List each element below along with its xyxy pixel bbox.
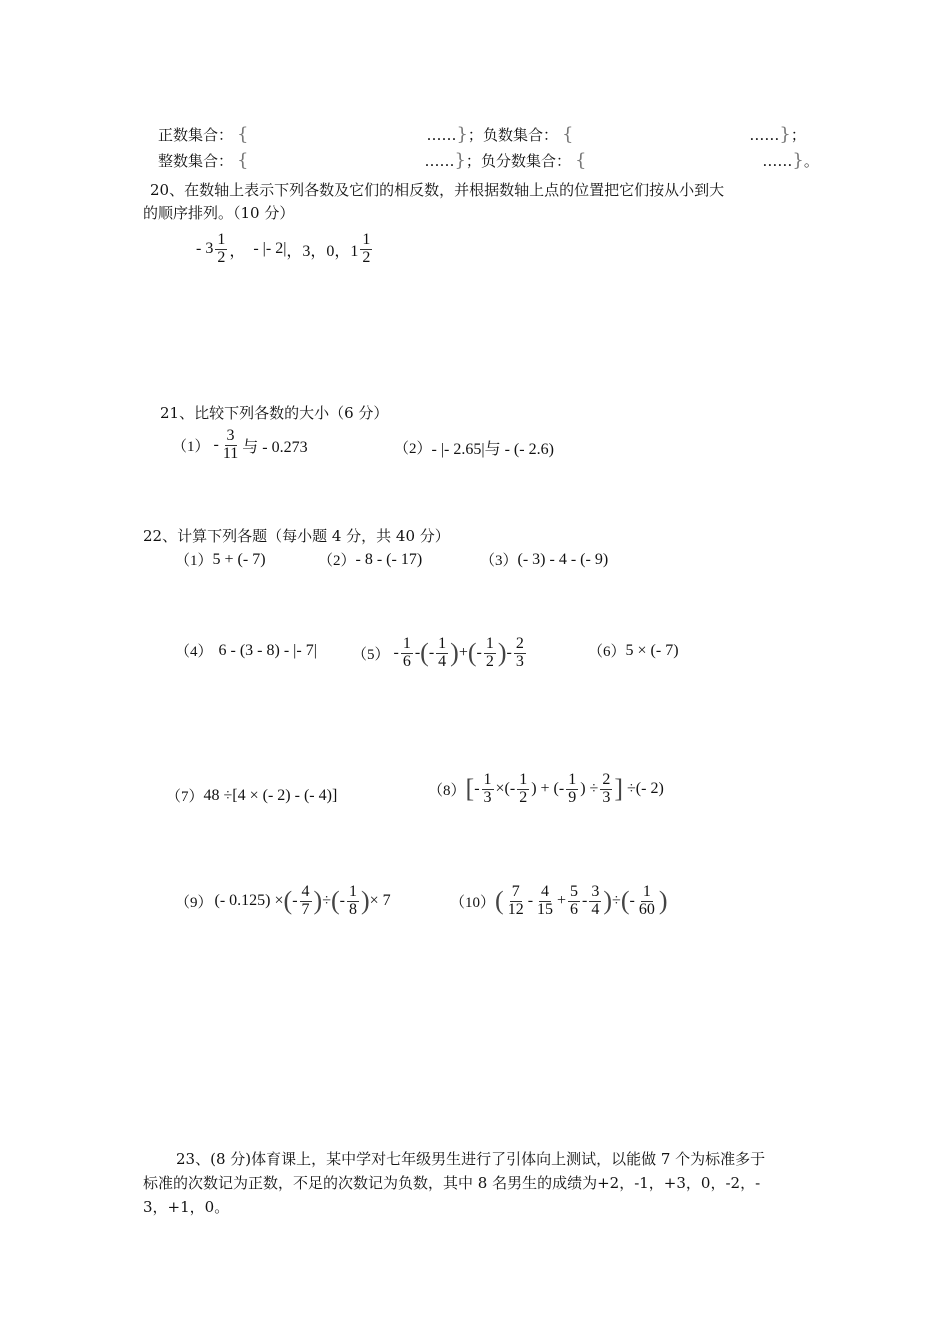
numerator: 2: [602, 771, 611, 788]
expression: 6 - (3 - 8) - |- 7|: [218, 641, 317, 659]
label: （4）: [175, 644, 213, 660]
right-paren: ): [450, 638, 459, 668]
label: （10）: [450, 894, 496, 911]
numerator: 1: [568, 771, 577, 788]
right-brace: }: [779, 124, 791, 145]
positive-set-line: [158, 124, 806, 145]
numerator: 7: [511, 883, 520, 900]
left-paren: (: [420, 638, 429, 668]
denominator: 11: [222, 444, 239, 462]
ellipsis: …: [441, 125, 457, 144]
operator: ) + (-: [531, 780, 565, 798]
q20-num-a-whole: - 3: [196, 240, 214, 258]
label: （5）: [352, 646, 390, 663]
numerator: 1: [348, 883, 357, 900]
numerator: 4: [541, 883, 550, 900]
numerator: 1: [362, 231, 371, 248]
denominator: 3: [483, 788, 492, 806]
left-brace: {: [574, 150, 587, 171]
numerator: 3: [591, 883, 600, 900]
ellipsis: …: [764, 125, 780, 144]
minus-sign: -: [428, 644, 435, 662]
divide-sign: ÷: [612, 892, 621, 910]
q22-p2: [318, 549, 422, 570]
fraction: [436, 636, 448, 671]
operator: -: [474, 780, 480, 798]
left-paren: (: [620, 886, 630, 916]
q22-title: 22、计算下列各题（每小题 4 分，共 40 分）: [143, 527, 450, 545]
numerator: 4: [301, 883, 310, 900]
ellipsis: …: [439, 151, 455, 170]
numerator: 1: [402, 635, 411, 652]
fraction: [482, 772, 494, 807]
ellipsis: …: [762, 151, 778, 170]
ellipsis: …: [749, 125, 765, 144]
expression-head: (- 0.125) ×: [214, 892, 284, 910]
plus-sign: +: [458, 644, 468, 662]
expression: 48 ÷[4 × (- 2) - (- 4)]: [203, 786, 338, 804]
denominator: 9: [568, 788, 577, 806]
expression: (- 3) - 4 - (- 9): [517, 550, 609, 568]
expression-tail: ÷(- 2): [627, 780, 664, 798]
operator: ) ÷: [580, 780, 599, 798]
q22-p4: [175, 640, 317, 661]
fraction: [600, 772, 612, 807]
left-bracket: [: [465, 774, 475, 804]
fraction: [517, 772, 529, 807]
q22-p5: [352, 636, 528, 671]
positive-set-label: 正数集合：: [158, 126, 234, 144]
fraction: [347, 884, 359, 919]
minus-sign: -: [414, 644, 421, 662]
separator: ，: [229, 242, 246, 260]
right-bracket: ]: [614, 774, 623, 804]
q22-p3: [480, 549, 608, 570]
numerator: 1: [483, 771, 492, 788]
q22-p10: [450, 884, 668, 919]
minus-sign: -: [292, 892, 298, 910]
left-brace: {: [561, 124, 574, 145]
denominator: 3: [602, 788, 611, 806]
denominator: 2: [362, 248, 371, 266]
denominator: 6: [570, 900, 579, 918]
q20-frac-a: [215, 232, 227, 267]
expression: - 8 - (- 17): [355, 550, 423, 568]
numerator: 1: [642, 883, 651, 900]
denominator: 4: [591, 900, 600, 918]
minus-sign: -: [506, 644, 512, 662]
denominator: 15: [537, 900, 554, 918]
fraction: [589, 884, 601, 919]
numerator: 1: [438, 635, 447, 652]
denominator: 2: [485, 652, 494, 670]
denominator: 60: [638, 900, 655, 918]
right-paren: ): [313, 886, 323, 916]
minus-sign: -: [339, 892, 345, 910]
period: 。: [803, 152, 819, 170]
q21-part2: [394, 436, 554, 459]
expression: 5 × (- 7): [625, 641, 679, 659]
fraction: [514, 636, 526, 671]
fraction: [637, 884, 657, 919]
right-brace: }: [792, 150, 804, 171]
integer-set-line: [158, 150, 819, 171]
minus-sign: -: [582, 892, 588, 910]
expression: 5 + (- 7): [212, 550, 266, 568]
minus-sign: -: [213, 436, 219, 454]
fraction: [535, 884, 555, 919]
numerator: 1: [519, 771, 528, 788]
negative-set-label: 负数集合：: [482, 126, 558, 144]
minus-sign: -: [476, 644, 482, 662]
numerator: 3: [226, 427, 235, 444]
ellipsis: …: [777, 151, 793, 170]
q23-line2: 标准的次数记为正数，不足的次数记为负数，其中 8 名男生的成绩为+2，-1，+3，0，-2，-: [143, 1174, 761, 1192]
fraction: [568, 884, 580, 919]
left-paren: (: [467, 638, 477, 668]
denominator: 7: [301, 900, 310, 918]
left-paren: (: [330, 886, 340, 916]
denominator: 4: [438, 652, 447, 670]
ellipsis: …: [426, 125, 442, 144]
q22-p1: [175, 549, 266, 570]
q21-part2-label: （2）: [394, 441, 432, 457]
q20-text-line1: 20、在数轴上表示下列各数及它们的相反数，并根据数轴上点的位置把它们按从小到大: [150, 181, 725, 199]
label: （2）: [318, 553, 356, 569]
denominator: 12: [507, 900, 524, 918]
separator: ；: [790, 126, 806, 144]
q20-frac-e: [360, 232, 372, 267]
q21-part1-label: （1）: [172, 438, 210, 455]
label: （1）: [175, 553, 213, 569]
right-paren: ): [658, 886, 668, 916]
q20-num-b: - |- 2|: [253, 240, 287, 258]
q23-line1: 23、(8 分)体育课上，某中学对七年级男生进行了引体向上测试，以能做 7 个为标准多于: [176, 1150, 766, 1168]
numerator: 1: [485, 635, 494, 652]
numerator: 5: [570, 883, 579, 900]
q21-part1-rest: 与 - 0.273: [242, 438, 308, 456]
q21-part1: [172, 428, 308, 463]
fraction: [484, 636, 496, 671]
separator: ；: [467, 126, 483, 144]
label: （3）: [480, 553, 518, 569]
q20-num-rest: ，3，0，1: [286, 242, 359, 260]
label: （6）: [588, 644, 626, 660]
left-paren: (: [495, 886, 504, 916]
q20-numbers: [196, 232, 374, 267]
q22-p7: [166, 785, 337, 806]
label: （7）: [166, 789, 204, 805]
numerator: 1: [217, 231, 226, 248]
right-paren: ): [360, 886, 370, 916]
denominator: 8: [348, 900, 357, 918]
fraction: [506, 884, 526, 919]
divide-sign: ÷: [322, 892, 331, 910]
integer-set-label: 整数集合：: [158, 152, 234, 170]
q22-p6: [588, 640, 679, 661]
fraction: [566, 772, 578, 807]
expression-tail: × 7: [369, 892, 391, 910]
denominator: 2: [217, 248, 226, 266]
label: （9）: [175, 894, 213, 911]
denominator: 3: [515, 652, 524, 670]
fraction: [401, 636, 413, 671]
label: （8）: [428, 782, 466, 799]
q21-frac: [221, 428, 240, 463]
operator: ×(-: [495, 780, 516, 798]
plus-sign: +: [557, 892, 567, 910]
minus-sign: -: [393, 644, 399, 662]
right-brace: }: [456, 124, 468, 145]
left-brace: {: [237, 150, 249, 171]
q22-p9: [175, 884, 391, 919]
q21-part2-expr: - |- 2.65|与 - (- 2.6): [431, 441, 554, 458]
left-paren: (: [283, 886, 293, 916]
left-brace: {: [237, 124, 249, 145]
denominator: 2: [519, 788, 528, 806]
minus-sign: -: [527, 892, 534, 910]
right-paren: ): [497, 638, 507, 668]
denominator: 6: [402, 652, 411, 670]
q21-title: 21、比较下列各数的大小（6 分）: [160, 404, 389, 422]
q20-text-line2: 的顺序排列。（10 分）: [143, 204, 295, 222]
separator: ；: [465, 152, 481, 170]
q23-line3: 3，+1，0。: [143, 1198, 230, 1216]
fraction: [300, 884, 312, 919]
ellipsis: …: [424, 151, 440, 170]
q22-p8: [428, 772, 664, 807]
right-paren: ): [603, 886, 613, 916]
minus-sign: -: [629, 892, 635, 910]
right-brace: }: [454, 150, 466, 171]
neg-fraction-set-label: 负分数集合：: [480, 152, 571, 170]
numerator: 2: [515, 635, 524, 652]
